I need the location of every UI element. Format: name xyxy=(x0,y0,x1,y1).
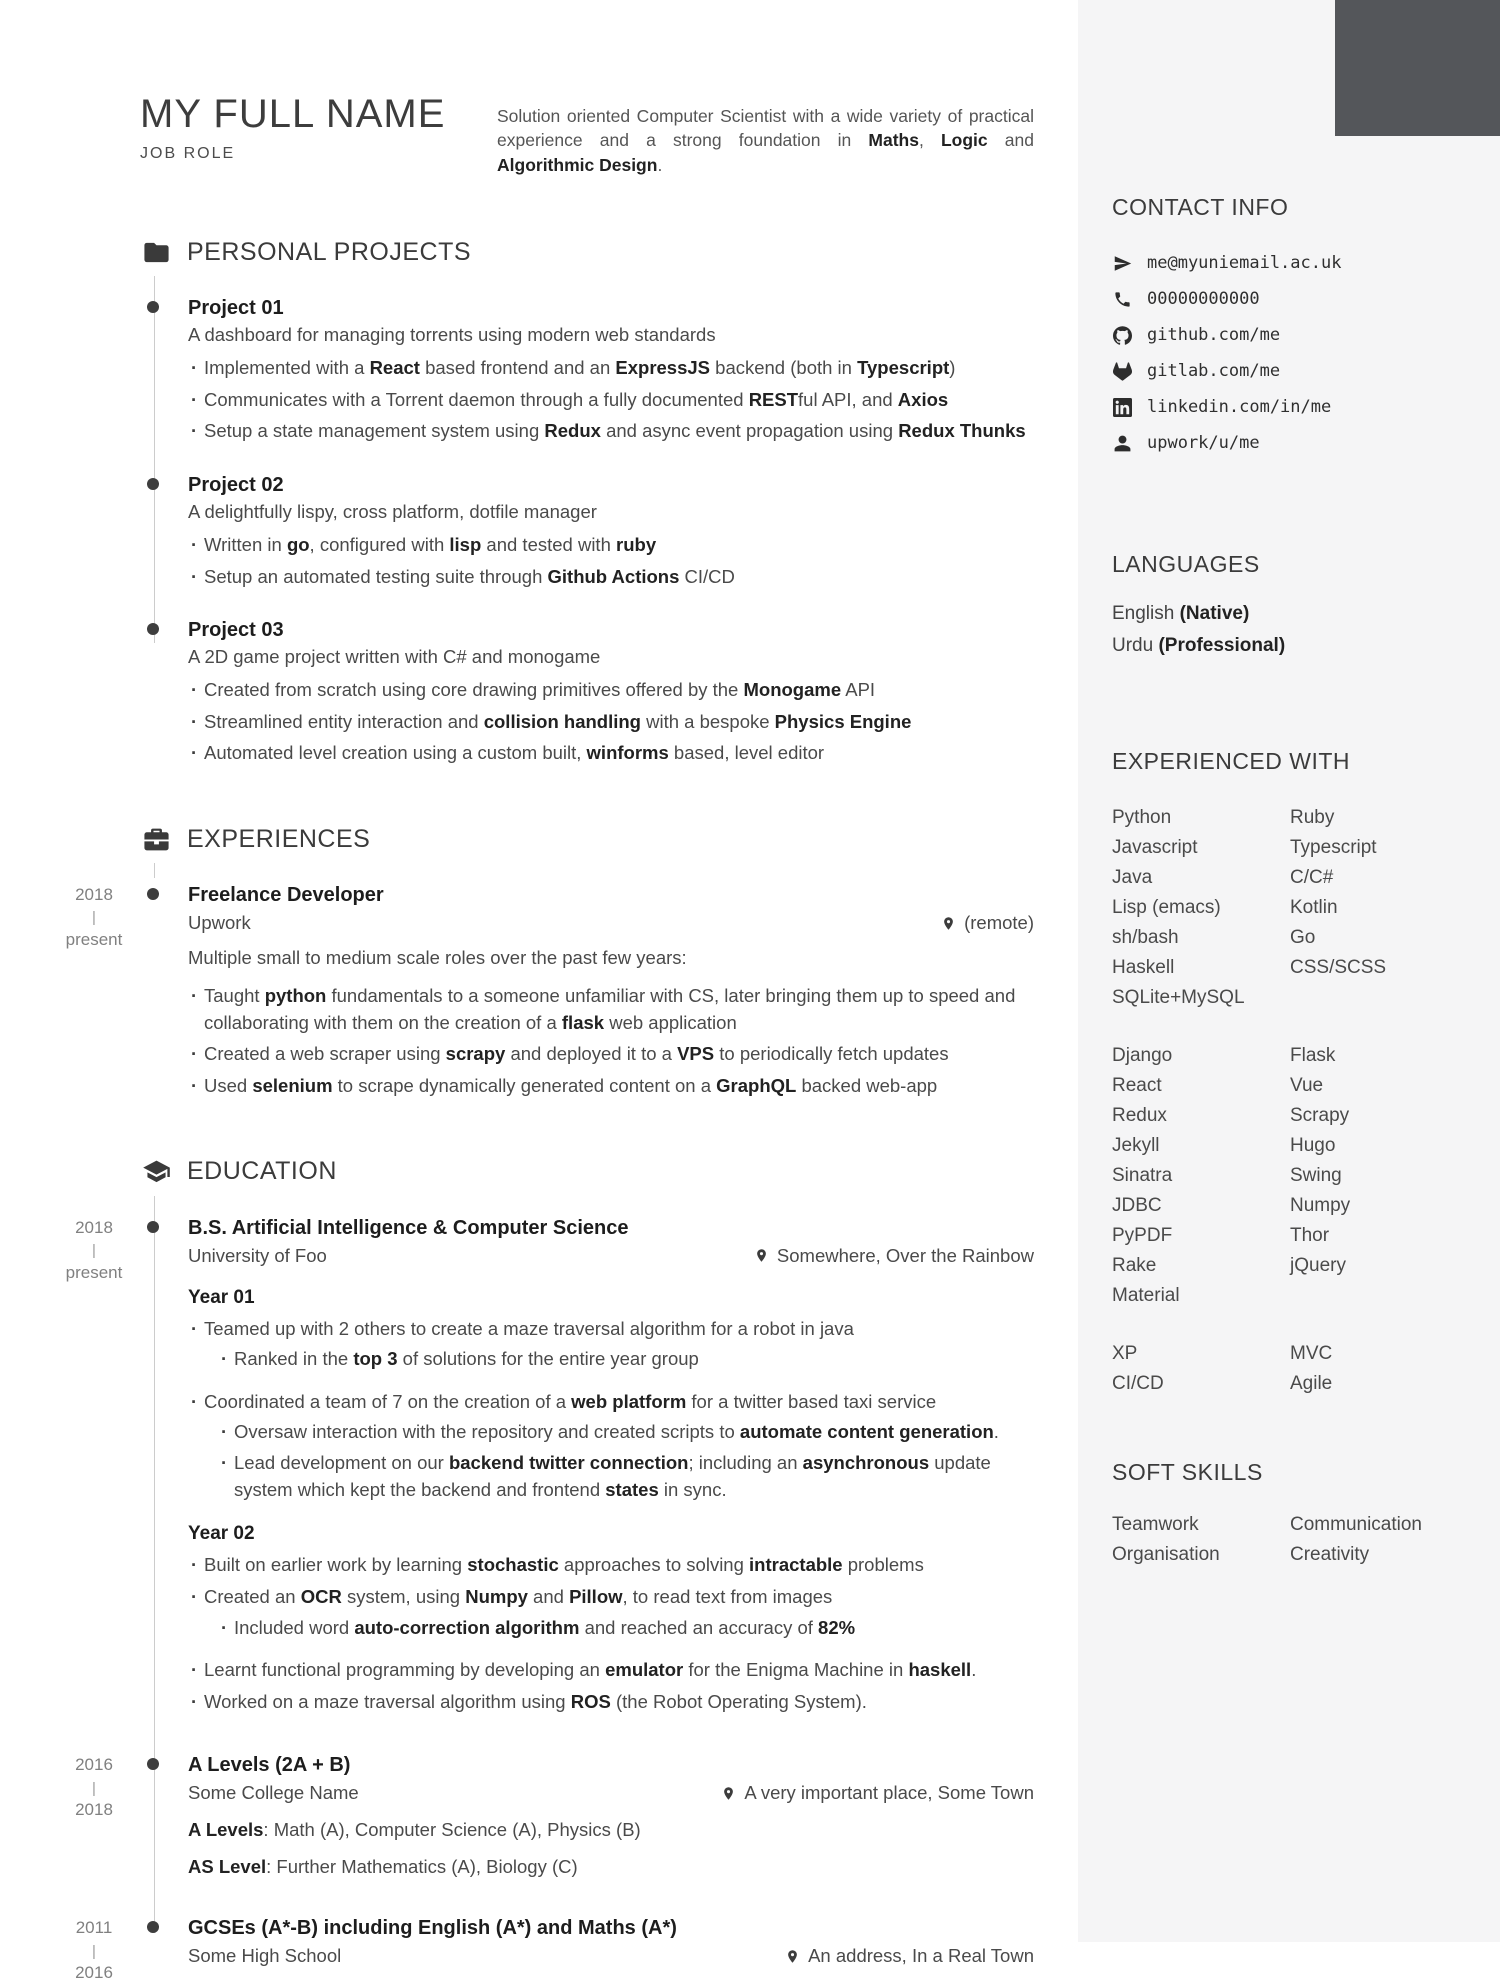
skill-item: SQLite+MySQL xyxy=(1112,987,1245,1008)
contact-github: github.com/me xyxy=(1147,325,1281,345)
skill-item: React xyxy=(1112,1075,1162,1096)
project-subtitle: A 2D game project written with C# and monogame xyxy=(188,646,601,668)
education-org: University of Foo xyxy=(188,1244,327,1266)
experienced-with-section xyxy=(1112,748,1476,1399)
skill-item: CSS/SCSS xyxy=(1290,957,1387,978)
skills-group-frameworks xyxy=(1112,1041,1476,1311)
languages-list xyxy=(1112,598,1476,662)
bullet-item: · Learnt functional programming by developing an emulator for the Enigma Machine in haskell. xyxy=(188,1657,1034,1684)
sub-bullets xyxy=(218,1346,1034,1373)
contact-section xyxy=(1112,194,1476,461)
user-icon xyxy=(1112,433,1132,453)
skills-column xyxy=(1112,1339,1290,1399)
experienced-with-title: EXPERIENCED WITH xyxy=(1112,748,1351,774)
skills-column xyxy=(1290,1510,1476,1570)
education-org-row xyxy=(188,1245,1034,1267)
date-end: present xyxy=(65,930,123,949)
date-separator xyxy=(48,1940,140,1962)
date-end: 2016 xyxy=(75,1963,113,1983)
sidebar xyxy=(1078,0,1500,1942)
qualification-line: A Levels: Math (A), Computer Science (A), Physics (B) xyxy=(188,1819,641,1841)
education-entry xyxy=(75,1753,1034,1878)
timeline-dot xyxy=(147,1921,159,1933)
bullet-item: · Communicates with a Torrent daemon through a fully documented RESTful API, and Axios xyxy=(188,387,1034,414)
phone-icon xyxy=(1112,289,1132,309)
skills-column xyxy=(1290,803,1476,1013)
date-separator xyxy=(48,1777,140,1799)
experiences-section xyxy=(65,823,1034,1100)
skill-item: Ruby xyxy=(1290,807,1335,828)
full-name: MY FULL NAME xyxy=(140,92,446,136)
education-title: B.S. Artificial Intelligence & Computer Science xyxy=(188,1216,629,1239)
sub-bullets xyxy=(218,1419,1034,1503)
experiences-section-head xyxy=(140,823,1034,855)
project-entry xyxy=(188,473,1034,590)
bullet-item: · Taught python fundamentals to a someone unfamiliar with CS, later bringing them up to speed and collaborating with them on the creation of a flask web application xyxy=(188,983,1034,1036)
skill-item: Hugo xyxy=(1290,1135,1336,1156)
skill-item: C/C# xyxy=(1290,867,1334,888)
briefcase-icon xyxy=(140,823,172,855)
skill-item: JDBC xyxy=(1112,1195,1162,1216)
education-org-row xyxy=(188,1945,1034,1967)
experience-org-row xyxy=(188,912,1034,934)
education-section xyxy=(65,1156,1034,1983)
soft-skill-item: Communication xyxy=(1290,1514,1422,1535)
summary-text: Solution oriented Computer Scientist with a wide variety of practical experience and a strong foundation in Maths, Logic and Algorithmic Design. xyxy=(497,105,1034,175)
gitlab-icon xyxy=(1112,361,1132,381)
education-location: Somewhere, Over the Rainbow xyxy=(754,1245,1034,1267)
contact-item-github[interactable] xyxy=(1112,317,1476,353)
skills-column xyxy=(1290,1339,1476,1399)
skills-column xyxy=(1112,803,1290,1013)
skill-item: Numpy xyxy=(1290,1195,1351,1216)
send-icon xyxy=(1112,253,1132,273)
timeline-dot xyxy=(147,1758,159,1770)
date-end: 2018 xyxy=(75,1800,113,1820)
pin-icon xyxy=(785,1949,800,1964)
bullet-item: · Used selenium to scrape dynamically generated content on a GraphQL backed web-app xyxy=(188,1073,1034,1100)
bullet-item: · Created a web scraper using scrapy and deployed it to a VPS to periodically fetch updates xyxy=(188,1041,1034,1068)
skill-item: Jekyll xyxy=(1112,1135,1160,1156)
skills-column xyxy=(1112,1510,1290,1570)
skill-item: PyPDF xyxy=(1112,1225,1173,1246)
experience-entry xyxy=(65,883,1034,1100)
year-bullet-group xyxy=(188,1552,1034,1641)
soft-skill-item: Organisation xyxy=(1112,1544,1220,1565)
pin-icon xyxy=(754,1248,769,1263)
skill-item: Lisp (emacs) xyxy=(1112,897,1221,918)
skill-item: CI/CD xyxy=(1112,1373,1164,1394)
soft-skills-title: SOFT SKILLS xyxy=(1112,1459,1263,1485)
skill-item: Kotlin xyxy=(1290,897,1338,918)
pin-icon xyxy=(941,916,956,931)
skill-item: Flask xyxy=(1290,1045,1336,1066)
experience-org: Upwork xyxy=(188,912,251,933)
contact-item-upwork[interactable] xyxy=(1112,425,1476,461)
skill-item: Material xyxy=(1112,1285,1180,1306)
date-range xyxy=(48,1754,140,1820)
qualification-line: AS Level: Further Mathematics (A), Biology (C) xyxy=(188,1856,578,1878)
date-separator xyxy=(48,906,140,928)
corner-accent-block xyxy=(1335,0,1500,136)
year-bullet-group xyxy=(188,1389,1034,1504)
bullet-item: · Built on earlier work by learning stochastic approaches to solving intractable problems xyxy=(188,1552,1034,1579)
linkedin-icon xyxy=(1112,397,1132,417)
pin-icon xyxy=(721,1786,736,1801)
skills-group-methodologies xyxy=(1112,1339,1476,1399)
project-title: Project 02 xyxy=(188,473,284,496)
projects-section-title: PERSONAL PROJECTS xyxy=(187,237,472,266)
skill-item: Javascript xyxy=(1112,837,1198,858)
education-section-head xyxy=(140,1156,1034,1188)
sub-bullet-item: · Included word auto-correction algorithm and reached an accuracy of 82% xyxy=(218,1615,1034,1642)
project-bullets xyxy=(188,677,1034,767)
experience-title: Freelance Developer xyxy=(188,884,384,906)
skill-item: Agile xyxy=(1290,1373,1333,1394)
date-range xyxy=(48,884,140,950)
project-bullets xyxy=(188,532,1034,590)
folder-icon xyxy=(140,236,172,268)
education-section-title: EDUCATION xyxy=(187,1157,337,1185)
timeline-dot xyxy=(147,888,159,900)
date-range xyxy=(48,1917,140,1983)
soft-skills-group xyxy=(1112,1510,1476,1570)
contact-gitlab: gitlab.com/me xyxy=(1147,361,1281,381)
date-separator xyxy=(48,1239,140,1261)
project-subtitle: A delightfully lispy, cross platform, dotfile manager xyxy=(188,500,597,522)
contact-linkedin: linkedin.com/in/me xyxy=(1147,397,1332,417)
skill-item: Python xyxy=(1112,807,1172,828)
year-label: Year 02 xyxy=(188,1523,255,1545)
education-entry xyxy=(65,1216,1034,1716)
bullet-item: · Implemented with a React based frontend and an ExpressJS backend (both in Typescript) xyxy=(188,355,1034,382)
timeline-dot xyxy=(147,1221,159,1233)
project-title: Project 03 xyxy=(188,619,284,642)
skill-item: Sinatra xyxy=(1112,1165,1173,1186)
skill-item: MVC xyxy=(1290,1343,1333,1364)
year-bullet-group xyxy=(188,1657,1034,1715)
education-title: A Levels (2A + B) xyxy=(188,1754,351,1777)
date-end: present xyxy=(65,1262,123,1282)
contact-item-email[interactable] xyxy=(1112,245,1476,281)
skill-item: Haskell xyxy=(1112,957,1175,978)
contact-title: CONTACT INFO xyxy=(1112,194,1289,220)
education-org: Some College Name xyxy=(188,1782,359,1804)
bullet-item: · Coordinated a team of 7 on the creation of a web platform for a twitter based taxi service · Oversaw interaction with the repository and created scripts to automate content generation. · Lead development on our backend twitter connection; including an asynchronous update system which kept the backend and frontend states in sync. xyxy=(188,1389,1034,1504)
education-org: Some High School xyxy=(188,1945,342,1967)
skill-item: jQuery xyxy=(1290,1255,1346,1276)
date-start: 2011 xyxy=(75,1918,113,1938)
language-item: English (Native) xyxy=(1112,603,1250,624)
languages-title: LANGUAGES xyxy=(1112,551,1260,577)
bullet-item: · Setup a state management system using Redux and async event propagation using Redux Thunks xyxy=(188,418,1034,445)
skill-item: Java xyxy=(1112,867,1153,888)
timeline-dot xyxy=(147,623,159,635)
bullet-item: · Written in go, configured with lisp and tested with ruby xyxy=(188,532,1034,559)
personal-projects-section xyxy=(140,236,1034,767)
graduation-cap-icon xyxy=(140,1156,172,1188)
skill-item: sh/bash xyxy=(1112,927,1179,948)
education-location: An address, In a Real Town xyxy=(785,1945,1034,1967)
contact-item-linkedin[interactable] xyxy=(1112,389,1476,425)
skill-item: Typescript xyxy=(1290,837,1377,858)
education-org-row xyxy=(188,1782,1034,1804)
language-item: Urdu (Professional) xyxy=(1112,635,1286,656)
bullet-item: · Worked on a maze traversal algorithm using ROS (the Robot Operating System). xyxy=(188,1689,1034,1716)
skill-item: Go xyxy=(1290,927,1316,948)
project-entry xyxy=(188,618,1034,767)
sub-bullet-item: · Ranked in the top 3 of solutions for the entire year group xyxy=(218,1346,1034,1373)
skill-item: Rake xyxy=(1112,1255,1157,1276)
bullet-item: · Automated level creation using a custom built, winforms based, level editor xyxy=(188,740,1034,767)
job-role: JOB ROLE xyxy=(140,145,236,162)
languages-section xyxy=(1112,551,1476,662)
experience-location: (remote) xyxy=(941,912,1034,934)
skill-item: Vue xyxy=(1290,1075,1324,1096)
skill-item: Django xyxy=(1112,1045,1173,1066)
date-start: 2018 xyxy=(75,1217,113,1237)
year-bullet-group xyxy=(188,1316,1034,1373)
contact-email: me@myuniemail.ac.uk xyxy=(1147,253,1342,273)
soft-skill-item: Teamwork xyxy=(1112,1514,1199,1535)
timeline-dot xyxy=(147,301,159,313)
project-entry xyxy=(188,296,1034,445)
skill-item: Redux xyxy=(1112,1105,1167,1126)
project-subtitle: A dashboard for managing torrents using modern web standards xyxy=(188,324,716,345)
skill-item: Swing xyxy=(1290,1165,1342,1186)
experience-intro: Multiple small to medium scale roles over the past few years: xyxy=(188,947,687,968)
soft-skill-item: Creativity xyxy=(1290,1544,1370,1565)
contact-phone: 00000000000 xyxy=(1147,289,1260,309)
projects-section-head xyxy=(140,236,1034,268)
bullet-item: · Teamed up with 2 others to create a maze traversal algorithm for a robot in java · Ranked in the top 3 of solutions for the entire year group xyxy=(188,1316,1034,1373)
skill-item: Thor xyxy=(1290,1225,1330,1246)
bullet-item: · Setup an automated testing suite through Github Actions CI/CD xyxy=(188,564,1034,591)
sub-bullet-item: · Oversaw interaction with the repository and created scripts to automate content generation. xyxy=(218,1419,1034,1446)
project-bullets xyxy=(188,355,1034,445)
education-entry xyxy=(75,1916,1034,1983)
timeline-dot xyxy=(147,478,159,490)
experiences-section-title: EXPERIENCES xyxy=(187,824,371,853)
contact-item-gitlab[interactable] xyxy=(1112,353,1476,389)
year-label: Year 01 xyxy=(188,1286,255,1308)
skill-item: Scrapy xyxy=(1290,1105,1350,1126)
bullet-item: · Created an OCR system, using Numpy and Pillow, to read text from images · Included word auto-correction algorithm and reached an accuracy of 82% xyxy=(188,1584,1034,1641)
project-title: Project 01 xyxy=(188,297,284,319)
soft-skills-section xyxy=(1112,1459,1476,1570)
experience-bullets xyxy=(188,983,1034,1100)
skill-item: XP xyxy=(1112,1343,1138,1364)
date-start: 2016 xyxy=(75,1755,113,1775)
header xyxy=(0,0,1078,190)
date-start: 2018 xyxy=(75,885,113,904)
education-location: A very important place, Some Town xyxy=(721,1782,1034,1804)
skills-column xyxy=(1290,1041,1476,1311)
contact-upwork: upwork/u/me xyxy=(1147,433,1260,453)
sub-bullet-item: · Lead development on our backend twitter connection; including an asynchronous update system which kept the backend and frontend states in sync. xyxy=(218,1450,1034,1503)
contact-item-phone[interactable] xyxy=(1112,281,1476,317)
date-range xyxy=(48,1217,140,1283)
sub-bullets xyxy=(218,1615,1034,1642)
education-title: GCSEs (A*-B) including English (A*) and Maths (A*) xyxy=(188,1917,677,1940)
bullet-item: · Created from scratch using core drawing primitives offered by the Monogame API xyxy=(188,677,1034,704)
bullet-item: · Streamlined entity interaction and collision handling with a bespoke Physics Engine xyxy=(188,709,1034,736)
skills-column xyxy=(1112,1041,1290,1311)
github-icon xyxy=(1112,325,1132,345)
skills-group-languages xyxy=(1112,803,1476,1013)
